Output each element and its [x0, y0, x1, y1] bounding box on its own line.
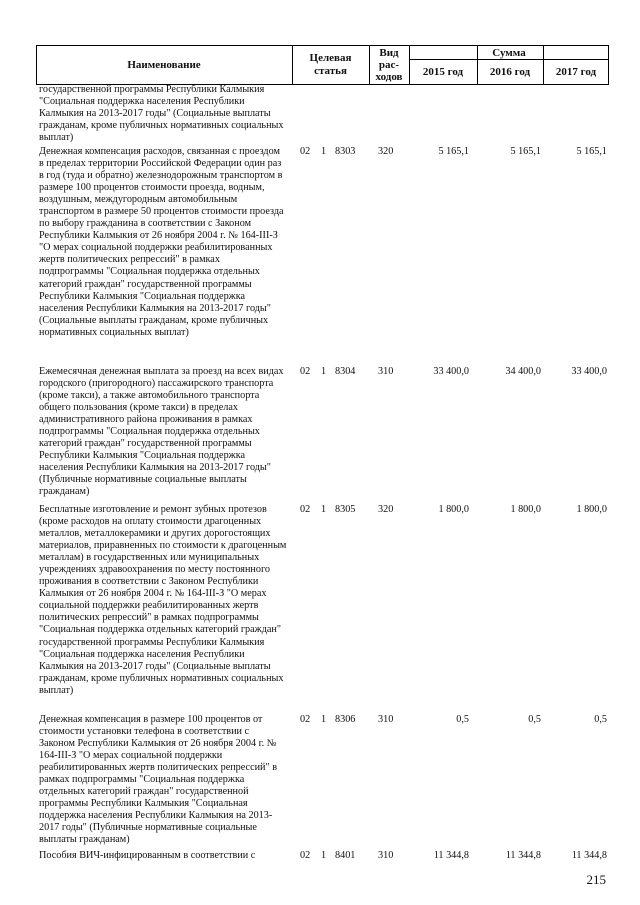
header-type-line3: ходов [375, 71, 403, 83]
row-expense-type: 320 [378, 504, 394, 515]
row-name: Денежная компенсация расходов, связанная с проездом в пределах территории Российской Федерации один раз в год (туда и обратно) железнодорожным транспортом в размере 100 процентов стоимости проезда, водным, воздушным, междугородным автомобильным транспортом в размере 50 процентов стоимости проезда по выбору гражданина в соответствии с Законом Республики Калмыкия от 26 ноября 2004 г. № 164-III-З "О мерах социальной поддержки реабилитированных жертв политических репрессий" в рамках подпрограммы "Социальная поддержка отдельных категорий граждан" государственной программы Республики Калмыкия "Социальная поддержка населения Республики Калмыкия на 2013-2017 годы" (Социальные выплаты гражданам, кроме публичных нормативных социальных выплат) [39, 146, 284, 338]
row-code-3: 8401 [335, 850, 356, 861]
row-name: государственной программы Республики Калмыкия "Социальная поддержка населения Республики Калмыкия на 2013-2017 годы" (Социальные выплаты гражданам, кроме публичных нормативных социальных выплат) [39, 84, 284, 144]
row-amount-2017: 1 800,0 [576, 504, 607, 515]
table-header [36, 45, 609, 85]
row-name: Пособия ВИЧ-инфицированным в соответствии с [39, 850, 256, 861]
row-name: Ежемесячная денежная выплата за проезд на всех видах городского (пригородного) пассажирского транспорта (кроме такси), а также автомобильного транспорта общего пользования (кроме такси) в пределах административного района проживания в рамках подпрограммы "Социальная поддержка отдельных категорий граждан" государственной программы Республики Калмыкия "Социальная поддержка населения Республики Калмыкия на 2013-2017 годы" (Публичные нормативные социальные выплаты гражданам) [39, 366, 284, 498]
table-row [36, 850, 609, 864]
row-expense-type: 320 [378, 146, 394, 157]
row-expense-type: 310 [378, 714, 394, 725]
row-code-2: 1 [321, 504, 327, 515]
header-type-line1: Вид [379, 47, 399, 59]
row-expense-type: 310 [378, 850, 394, 861]
row-code-1: 02 [300, 714, 311, 725]
row-code-1: 02 [300, 850, 311, 861]
row-code-1: 02 [300, 366, 311, 377]
row-code-3: 8306 [335, 714, 356, 725]
table-row [36, 84, 609, 146]
header-type-line2: рас- [378, 59, 400, 71]
row-name: Бесплатные изготовление и ремонт зубных протезов (кроме расходов на оплату стоимости драгоценных металлов, металлокерамики и других дорогостоящих материалов, приравненных по стоимости к драгоценным металлам) в государственных или муниципальных учреждениях здравоохранения по месту постоянного проживания в соответствии с Законом Республики Калмыкия от 26 ноября 2004 г. № 164-III-З "О мерах социальной поддержки реабилитированных жертв политических репрессий" в рамках подпрограммы "Социальная поддержка отдельных категорий граждан" государственной программы Республики Калмыкия "Социальная поддержка населения Республики Калмыкия на 2013-2017 годы" (Социальные выплаты гражданам, кроме публичных нормативных социальных выплат) [39, 504, 287, 696]
row-code-1: 02 [300, 146, 311, 157]
row-expense-type: 310 [378, 366, 394, 377]
row-amount-2015: 1 800,0 [438, 504, 469, 515]
row-amount-2016: 34 400,0 [505, 366, 541, 377]
row-amount-2015: 11 344,8 [433, 850, 469, 861]
header-2017: 2017 год [555, 66, 597, 78]
table-row [36, 146, 609, 366]
row-amount-2015: 5 165,1 [438, 146, 469, 157]
table-body [36, 84, 609, 864]
row-amount-2017: 11 344,8 [571, 850, 607, 861]
header-name: Наименование [127, 59, 201, 71]
row-amount-2016: 11 344,8 [505, 850, 541, 861]
table-row [36, 504, 609, 714]
header-target-line1: Целевая [309, 52, 352, 64]
row-code-2: 1 [321, 366, 327, 377]
row-code-2: 1 [321, 714, 327, 725]
row-code-2: 1 [321, 146, 327, 157]
row-amount-2016: 5 165,1 [510, 146, 541, 157]
row-amount-2017: 33 400,0 [571, 366, 607, 377]
row-amount-2017: 0,5 [594, 714, 607, 725]
row-amount-2015: 0,5 [456, 714, 469, 725]
row-amount-2015: 33 400,0 [433, 366, 469, 377]
table-row [36, 366, 609, 504]
row-code-3: 8305 [335, 504, 356, 515]
row-code-2: 1 [321, 850, 327, 861]
row-name: Денежная компенсация в размере 100 процентов от стоимости установки телефона в соответствии с Законом Республики Калмыкия от 26 ноября 2004 г. № 164-III-З "О мерах социальной поддержки реабилитированных жертв политических репрессий" в рамках подпрограммы "Социальная поддержка отдельных категорий граждан" государственной программы Республики Калмыкия "Социальная поддержка населения Республики Калмыкия на 2013-2017 годы" (Публичные нормативные социальные выплаты гражданам) [39, 714, 278, 846]
row-code-3: 8304 [335, 366, 356, 377]
row-amount-2017: 5 165,1 [576, 146, 607, 157]
row-amount-2016: 0,5 [528, 714, 541, 725]
header-2015: 2015 год [422, 66, 464, 78]
row-code-1: 02 [300, 504, 311, 515]
row-code-3: 8303 [335, 146, 356, 157]
table-row [36, 714, 609, 850]
page-number: 215 [586, 872, 606, 887]
header-2016: 2016 год [489, 66, 531, 78]
header-sum: Сумма [492, 47, 526, 59]
row-amount-2016: 1 800,0 [510, 504, 541, 515]
header-target-line2: статья [314, 65, 347, 77]
